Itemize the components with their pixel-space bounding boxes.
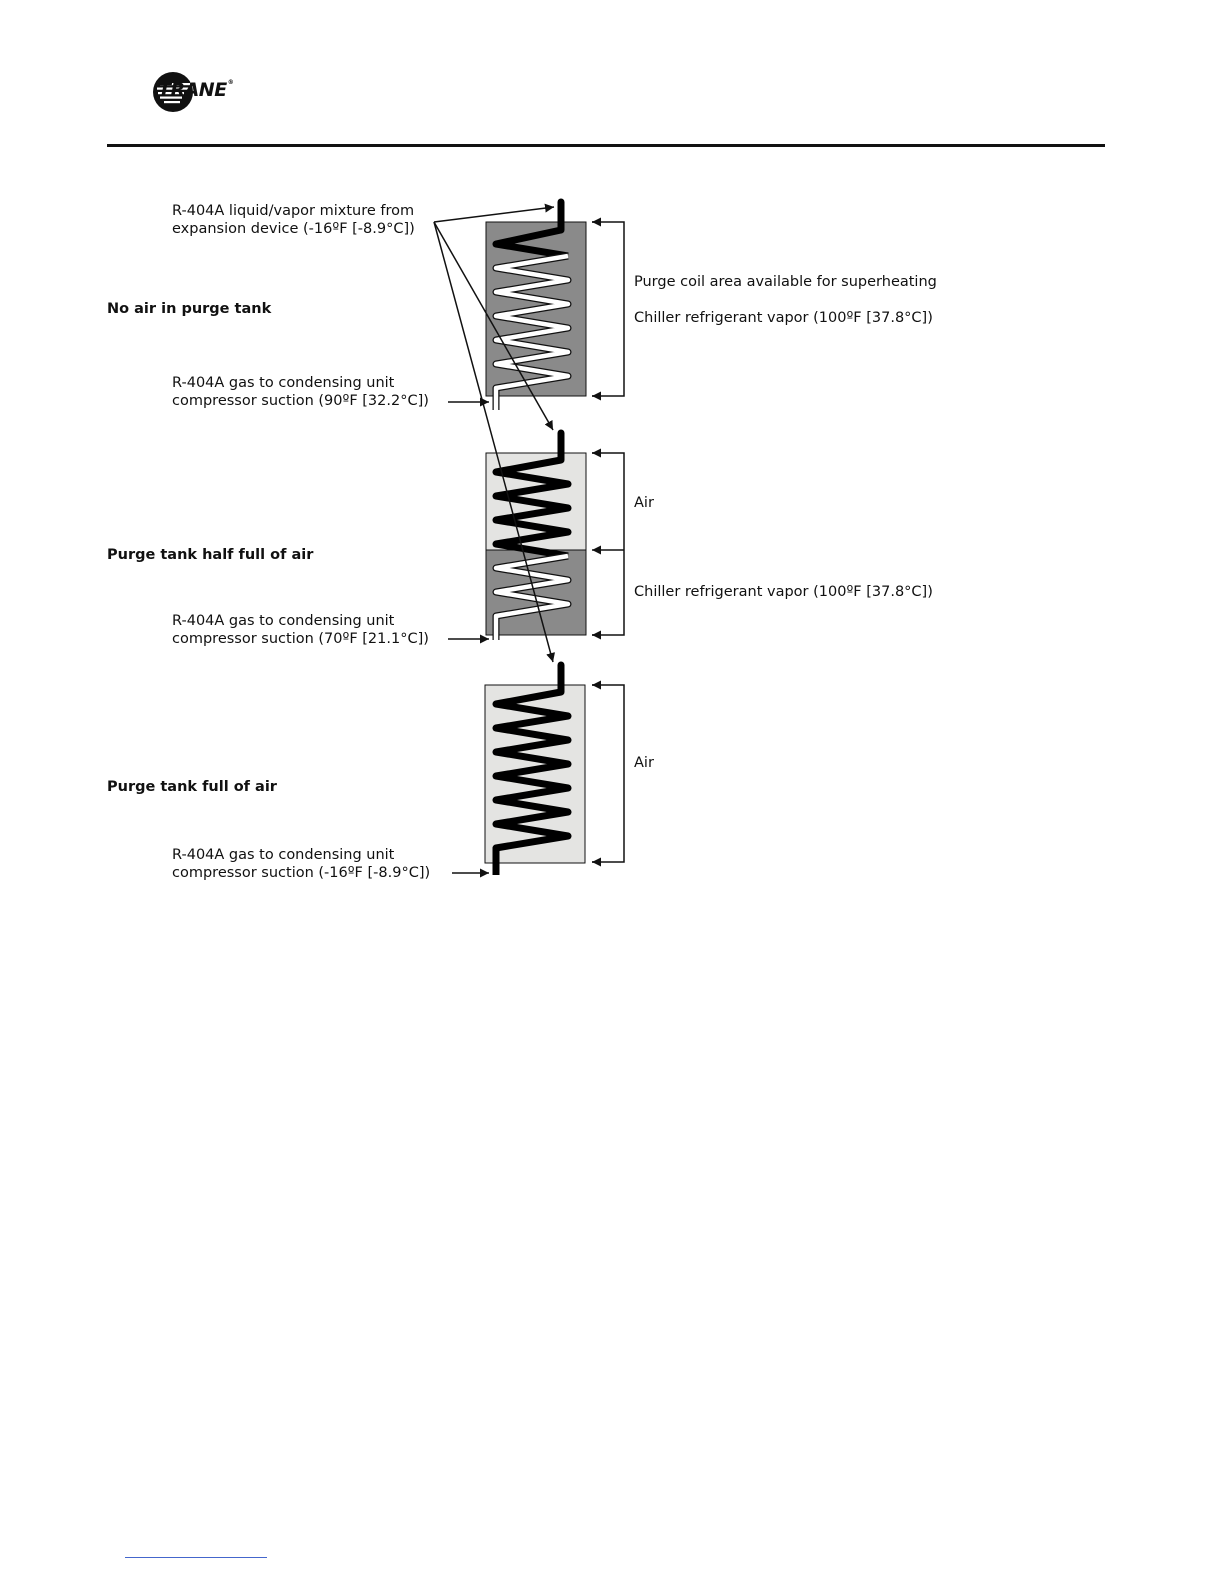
state2-outlet-label: R-404A gas to condensing unit compressor suction (70ºF [21.1°C]) xyxy=(172,613,429,647)
state3-title: Purge tank full of air xyxy=(107,779,277,795)
state1-superheat-label: Purge coil area available for superheating xyxy=(634,274,937,290)
tank1-bracket xyxy=(592,222,624,396)
state1-title: No air in purge tank xyxy=(107,301,272,317)
state3-outlet-label: R-404A gas to condensing unit compressor suction (-16ºF [-8.9°C]) xyxy=(172,847,431,881)
tank2-bracket xyxy=(592,453,624,635)
state3-air-label: Air xyxy=(634,755,654,771)
state2-vapor-label: Chiller refrigerant vapor (100ºF [37.8°C]) xyxy=(634,584,933,600)
state2-air-label: Air xyxy=(634,495,654,511)
inlet-label: R-404A liquid/vapor mixture from expansion device (-16ºF [-8.9°C]) xyxy=(172,203,415,237)
tank-no-air xyxy=(448,202,624,410)
brand-name: TRANE® xyxy=(158,79,234,101)
state1-vapor-label: Chiller refrigerant vapor (100ºF [37.8°C]) xyxy=(634,310,933,326)
tank-half-air xyxy=(448,433,624,640)
state1-outlet-label: R-404A gas to condensing unit compressor suction (90ºF [32.2°C]) xyxy=(172,375,429,409)
tank-full-air xyxy=(452,665,624,875)
state2-title: Purge tank half full of air xyxy=(107,547,314,563)
footer-link-underline xyxy=(125,1557,267,1558)
tank3-bracket xyxy=(592,685,624,862)
